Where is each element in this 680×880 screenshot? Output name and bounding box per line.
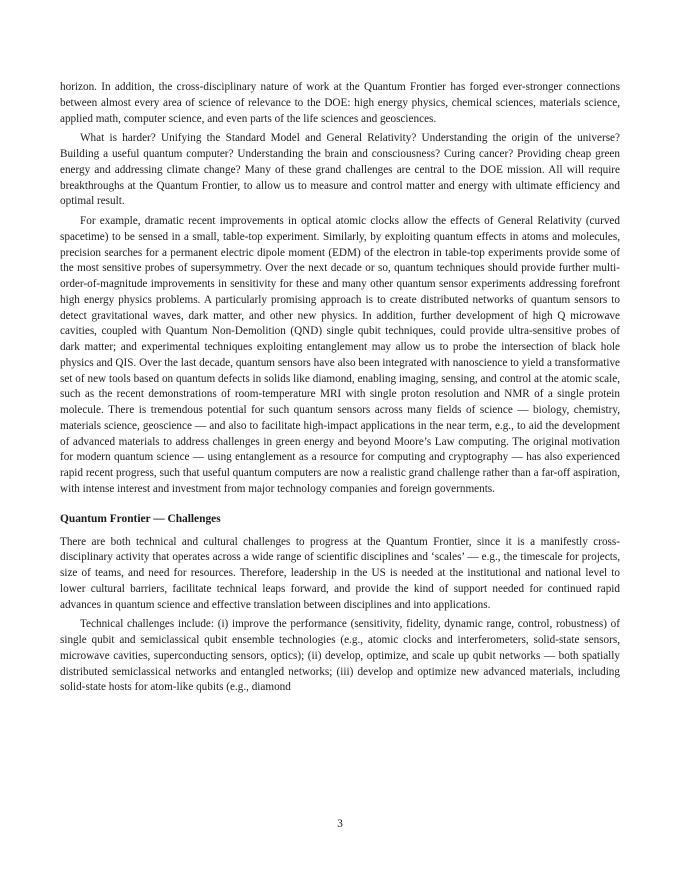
page-number: 3 bbox=[337, 818, 343, 830]
paragraph-examples: For example, dramatic recent improvements in optical atomic clocks allow the effects of General Relativity (curved spacetime) to be sensed in a small, table-top experiment. Similarly, by exploiting quantum effects in atoms and molecules, precision searches for a permanent electric dipole moment (EDM) of the electron in table-top experiments provide some of the most sensitive probes of supersymmetry. Over the next decade or so, quantum techniques should provide further multi-order-of-magnitude improvements in sensitivity for these and many other quantum sensor experiments addressing forefront high energy physics problems. A particularly promising approach is to create distributed networks of quantum sensors to detect gravitational waves, dark matter, and other new physics. In addition, further development of high Q microwave cavities, coupled with Quantum Non-Demolition (QND) single qubit techniques, could provide ultra-sensitive probes of dark matter; and experimental techniques exploiting entanglement may allow us to probe the intersection of black hole physics and QIS. Over the last decade, quantum sensors have also been integrated with nanoscience to yield a transformative set of new tools based on quantum defects in solids like diamond, enabling imaging, sensing, and control at the atomic scale, such as the recent demonstrations of room-temperature MRI with single proton resolution and NMR of a single protein molecule. There is tremendous potential for such quantum sensors across many fields of science — biology, chemistry, materials science, geoscience — and also to facilitate high-impact applications in the near term, e.g., to aid the development of advanced materials to address challenges in green energy and beyond Moore’s Law computing. The original motivation for modern quantum science — using entanglement as a resource for computing and cryptography — has also experienced rapid recent progress, such that useful quantum computers are now a realistic grand challenge rather than a far-off aspiration, with intense interest and investment from major technology companies and foreign governments. bbox=[60, 215, 620, 495]
paragraph-challenges: There are both technical and cultural challenges to progress at the Quantum Frontier, since it is a manifestly cross-disciplinary activity that operates across a wide range of scientific disciplines and ‘scales’ — e.g., the timescale for projects, size of teams, and need for resources. Therefore, leadership in the US is needed at the institutional and national level to lower cultural barriers, facilitate technical leaps forward, and provide the kind of support needed for continued rapid advances in quantum science and effective translation between disciplines and into applications. bbox=[60, 535, 620, 611]
paragraph-technical-challenges: Technical challenges include: (i) improve the performance (sensitivity, fidelity, dynamic range, control, robustness) of single qubit and semiclassical qubit ensemble technologies (e.g., atomic clocks and interferometers, solid-state sensors, microwave cavities, superconducting sensors, optics); (ii) develop, optimize, and scale up qubit networks — both spatially distributed semiclassical networks and entangled networks; (iii) develop and optimize new advanced materials, including solid-state hosts for atom-like qubits (e.g., diamond bbox=[60, 618, 620, 694]
document-page bbox=[60, 80, 620, 696]
section-heading: Quantum Frontier — Challenges bbox=[60, 512, 221, 525]
paragraph-grand-challenges: What is harder? Unifying the Standard Model and General Relativity? Understanding the origin of the universe? Building a useful quantum computer? Understanding the brain and consciousness? Curing cancer? Providing cheap green energy and addressing climate change? Many of these grand challenges are central to the DOE mission. All will require breakthroughs at the Quantum Frontier, to allow us to measure and control matter and energy with ultimate efficiency and optimal result. bbox=[60, 132, 620, 208]
paragraph-continuation: horizon. In addition, the cross-disciplinary nature of work at the Quantum Frontier has forged ever-stronger connections between almost every area of science of relevance to the DOE: high energy physics, chemical sciences, materials science, applied math, computer science, and even parts of the life sciences and geosciences. bbox=[60, 81, 620, 125]
